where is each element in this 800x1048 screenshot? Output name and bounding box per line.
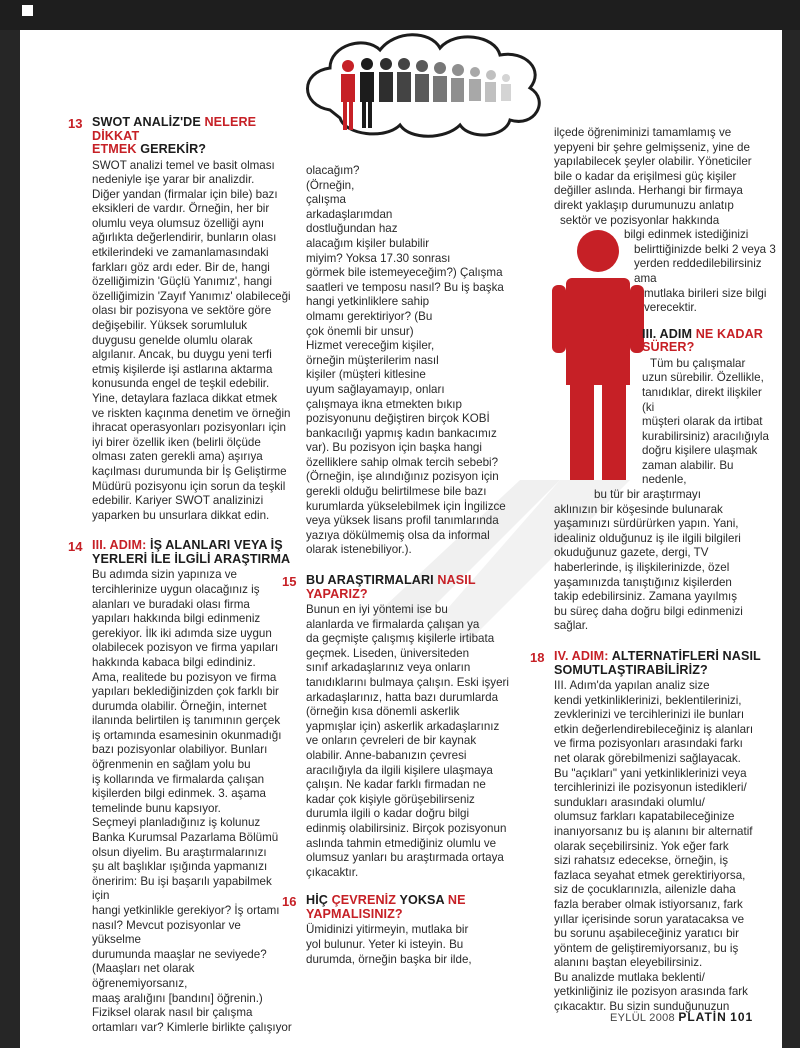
text-line: görmek bile istemeyeceğim?) Çalışma (306, 266, 503, 280)
text-line: sundukları arasındaki olumlu/ (554, 795, 705, 809)
text-line: yol bulunur. Yeter ki isteyin. Bu (306, 937, 464, 951)
section-13-body (92, 159, 292, 524)
text-line: Müdürü pozisyonu için sorun da teşkil (92, 479, 286, 493)
text-line: kaçılması durumunda bir İş Geliştirme (92, 464, 287, 478)
page-number: 101 (730, 1010, 754, 1024)
text-line: olabilir. Anne-babanızın çevresi (306, 748, 467, 762)
text-line: kişilerden bilgi edinmek. 3. aşama (92, 787, 266, 801)
text-line: Ümidinizi yitirmeyin, mutlaka bir (306, 923, 469, 937)
text-line: etkin değerlendirebileceğiniz iş alanları (554, 722, 754, 736)
text-line: bu süreç daha doğru bilgi edinmenizi (554, 604, 743, 618)
text-line: yaşamınızı sürdürürken yapın. Yani, (554, 517, 739, 531)
text-line: iş kollarında ve firmalarda çalışan (92, 772, 265, 786)
text-line: öneririm: Bu işi başarılı yapabilmek için (92, 874, 272, 903)
text-line: Diğer yandan (firmalar için bile) bazı (92, 187, 278, 201)
text-line: öğrenmenin en sağlam yolu bu (92, 758, 251, 772)
text-line: alacağım kişiler bulabilir (306, 236, 430, 250)
text-line: eksikleri de vardır. Örneğin, her bir (92, 202, 270, 216)
text-line: kişiler (müşteri kitlesine (306, 368, 426, 382)
text-line: siz de çocuklarınızla, ailenizle daha (554, 883, 736, 897)
text-line: mutlaka birileri size bilgi (644, 286, 767, 300)
section-16-body (306, 923, 528, 967)
page-footer (610, 1010, 753, 1024)
text-line: tanıdıklar, direkt ilişkiler (ki (642, 385, 762, 414)
section-15-heading: 15 BU ARAŞTIRMALARI NASIL YAPARIZ? (282, 573, 476, 601)
text-line: kurumlarda yükselebilmek için İngilizce (306, 499, 506, 513)
section-14-heading: 14 III. ADIM: İŞ ALANLARI VEYA İŞ YERLERİ İLE İLGİLİ ARAŞTIRMA (68, 538, 291, 566)
thought-cloud-illustration (308, 35, 540, 137)
column-2 (282, 164, 528, 967)
section-16-heading: 16 HİÇ ÇEVRENİZ YOKSA NE YAPMALISINIZ? (282, 893, 466, 921)
section-18-body (554, 679, 776, 1015)
text-line: Hizmet vereceğim kişiler, (306, 339, 435, 353)
text-line: olarak seçebilirsiniz. Yok eğer fark (554, 839, 729, 853)
text-line: aklınızın bir köşesinde bulunarak (554, 502, 723, 516)
section-14-body (92, 568, 292, 1035)
text-line: temelinde bunu kapsıyor. (92, 801, 221, 815)
text-line: Bu analizde mutlaka beklenti/ (554, 970, 705, 984)
text-line: zaman alabilir. Bu nedenle, (642, 458, 734, 487)
text-line: inanıyorsanız bu iş alanını bir alternatif (554, 824, 753, 838)
text-line: arkadaşlarınız, hatta bazı durumlarda (306, 690, 499, 704)
text-line: yetkinliğiniz ile pozisyon arasında fark (554, 985, 748, 999)
text-line: olumsuz yanları bu araştırmada ortaya (306, 851, 504, 865)
text-line: da geçmişte çalışmış kişilerle irtibata (306, 632, 495, 646)
text-line: arkadaşlarımdan (306, 207, 393, 221)
text-line: yaşamınızda tanıştığınız kişilerden (554, 575, 732, 589)
text-line: yazıya dökülmemiş olsa da informal (306, 528, 490, 542)
text-line: olası bir pozisyona ve sektöre göre (92, 304, 272, 318)
text-line: III. Adım'da yapılan analiz size (554, 679, 710, 692)
text-line: Yine, detaylara fazlaca dikkat etmek (92, 392, 278, 405)
text-line: Fiziksel olarak nasıl bir çalışma (92, 1006, 253, 1020)
text-line: (Örneğin, işe alındığınız pozisyon için (306, 470, 499, 484)
text-line: olsun diyelim. Bu araştırmalarınızı (92, 845, 267, 859)
text-line: olumsuz farkları kapatabileceğinize (554, 810, 735, 824)
text-line: hangi yetkinliklere sahip (306, 295, 430, 309)
text-line: olabilecek pozisyon ve firma yapıları (92, 641, 279, 655)
text-line: idealiniz olduğunuz iş ile ilgili bilgileri (554, 531, 741, 545)
text-line: müşteri olarak da irtibat (642, 415, 763, 429)
text-line: Seçmeyi planladığınız iş kolunuz (92, 816, 261, 830)
text-line: belirttiğinizde belki 2 veya 3 (634, 242, 776, 256)
text-line: bazı pozisyonlar olabiliyor. Bunları (92, 743, 268, 757)
text-line: şu alt başlıklar ışığında yapmanızı (92, 860, 268, 874)
text-line: olarak istenebiliyor.). (306, 543, 412, 557)
section-number: 16 (282, 894, 297, 910)
text-line: edebilir. Kariyer SWOT analizinizi (92, 494, 264, 508)
text-line: Ama, realitede bu pozisyon ve firma (92, 670, 277, 684)
text-line: gerekli olduğu belirtilmese bile bazı (306, 485, 487, 499)
text-line: tanıdıklarını bulmaya çalışın. Eski işyeri (306, 676, 509, 689)
text-line: bile o kadar da erişilmesi güç kişiler (554, 169, 737, 183)
text-line: farkları göz ardı eder. Bir de, hangi (92, 260, 270, 274)
section-number: 15 (282, 574, 297, 590)
text-line: okuduğunuz gazete, dergi, TV (554, 546, 709, 560)
text-line: Bu adımda sizin yapınıza ve (92, 568, 238, 582)
text-line: Bunun en iyi yöntemi ise bu (306, 603, 448, 617)
text-line: olması zaten gerekli ama) aşırıya (92, 450, 263, 464)
text-line: duygusu genelde olumlu olarak (92, 333, 253, 347)
text-line: net olarak görebilmenizi sağlayacak. (554, 751, 741, 765)
text-line: aracılığıyla da ilgili kişilere ulaşmaya (306, 763, 493, 777)
text-line: değişebilir. Yüksek sorumluluk (92, 319, 248, 333)
text-line: veya yüksek lisans profil tanımlarında (306, 514, 499, 528)
text-line: alanlarda ve firmalarda çalışan ya (306, 617, 480, 631)
text-line: geçmek. Liseden, üniversiteden (306, 646, 470, 660)
text-line: olmamı gerektiriyor? (Bu (306, 309, 433, 323)
text-line: nasıl? Mevcut pozisyonlar ve yükselme (92, 918, 241, 947)
text-line: alanları ve buradaki olası firma (92, 597, 250, 611)
section-number: 18 (530, 650, 545, 665)
text-line: doğru kişilere ulaşmak (642, 444, 758, 458)
text-line: gerekiyor. İlk iki adımda size uygun (92, 626, 272, 640)
text-line: bankacılığı yapmış kadın bankacımız (306, 426, 497, 440)
text-line: yöntem de geliştiremiyorsanız, bu iş (554, 941, 739, 955)
text-line: hakkında kabaca bilgi edindiniz. (92, 655, 256, 669)
text-line: bu tür bir araştırmayı (594, 488, 701, 502)
text-line: sizi rahatsız edecekse, örneğin, iş (554, 854, 728, 868)
section-18-heading: 18 IV. ADIM: ALTERNATİFLERİ NASIL SOMUTLAŞTIRABİLİRİZ? (530, 649, 761, 677)
text-line: ve riskten kaçınma denetim ve örneğin (92, 406, 291, 420)
section-15-body (306, 603, 528, 880)
text-line: özelliklere sahip olmak tercih sebebi? (306, 455, 499, 469)
text-line: ortamları var? Kimlerle birlikte çalışıyor (92, 1020, 292, 1034)
text-line: ihracat operasyonları pozisyonları için (92, 421, 286, 435)
text-line: durumunda maaşlar ne seviyede? (92, 947, 267, 961)
text-line: yaparken bu unsurlara dikkat edin. (92, 508, 270, 522)
text-line: uyum sağlayamayıp, onları (306, 382, 445, 396)
text-line: yerden reddedilebilirsiniz ama (634, 257, 762, 285)
text-line: hangi yetkinlikle gerekiyor? İş ortamı (92, 904, 280, 917)
text-line: çıkacaktır. Bu sizin sunduğunuzun (554, 1000, 730, 1014)
text-line: olumlu veya olumsuz özelliği aynı (92, 216, 265, 230)
text-line: zevklerinizi ve tercihlerinizi ile bunları (554, 708, 745, 722)
text-line: çıkacaktır. (306, 865, 359, 879)
text-line: bu sorunu aşabileceğiniz yaratıcı bir (554, 927, 739, 941)
text-line: durumda, örneğin başka bir ilde, (306, 952, 472, 966)
text-line: ilanında belirtilen iş tanımının gerçek (92, 714, 281, 728)
text-line: kadar çok kişiyle görüşebilirseniz (306, 792, 475, 806)
text-line: yıllar içerisinde sorun yaratacaksa ve (554, 912, 745, 926)
text-line: Tüm bu çalışmalar (650, 356, 746, 370)
text-line: çok önemli bir unsur) (306, 324, 414, 338)
text-line: edinmiş olabilirsiniz. Birçok pozisyonun (306, 821, 507, 835)
text-line: etkilerindeki ve zamanlamasındaki (92, 246, 269, 260)
text-line: kurabilirsiniz) aracılığıyla (642, 429, 769, 443)
column-3-top-body (554, 126, 776, 316)
text-line: örneğin müşterilerim nasıl (306, 353, 439, 367)
text-line: ve onların çevreleri de bir kaynak (306, 734, 477, 748)
text-line: miyim? Yoksa 17.30 sonrası (306, 251, 451, 265)
text-line: pozisyonunu değiştiren birçok KOBİ (306, 412, 490, 426)
text-line: durumda olabilir. Örneğin, internet (92, 699, 267, 713)
text-line: iyi birer özellik iken (belirli ölçüde (92, 435, 261, 449)
issue-date: EYLÜL 2008 (610, 1012, 675, 1024)
text-line: (Maaşları net olarak öğrenemiyorsanız, (92, 962, 195, 990)
text-line: nedeniyle işe yarar bir analizdir. (92, 173, 255, 187)
text-line: SWOT analizi temel ve basit olması (92, 158, 275, 172)
section-number: 14 (68, 539, 83, 555)
text-line: etmiş kişilerde işi astlarına aktarma (92, 362, 273, 376)
section-number: 13 (68, 116, 83, 131)
text-line: çalışmaya ikna etmekten bıkıp (306, 397, 462, 411)
text-line: sınıf arkadaşlarınız veya onların (306, 661, 471, 675)
text-line: tercihlerinizi ile pozisyonun istedikleri/ (554, 781, 747, 795)
text-line: var). Bu pozisyon için başka hangi (306, 441, 482, 455)
text-line: konusunda engel de teşkil edebilir. (92, 377, 270, 391)
text-line: ve firma pozisyonları arasındaki farkı (554, 737, 743, 751)
text-line: tercihlerinize uygun olacağınız iş (92, 582, 260, 596)
text-line: yapmışlar için) askerlik arkadaşlarınız (306, 719, 500, 733)
text-line: fazlaca seyahat etmek gerektiriyorsa, (554, 868, 746, 882)
text-line: Bu "açıkları" yani yetkinliklerinizi veya (554, 766, 747, 780)
text-line: maaş aralığını [bandını] öğrenin.) (92, 991, 263, 1005)
text-line: çalışma (306, 193, 346, 207)
text-line: kendi yetkinliklerinizi, beklentilerinizi, (554, 693, 742, 707)
section-17-heading: 17 III. ADIM NE KADAR SÜRER? (616, 326, 763, 355)
text-line: özelliğimizin 'Güçlü Yanımız', hangi (92, 275, 272, 289)
section-number: 17 (616, 327, 631, 343)
text-line: verecektir. (644, 301, 697, 315)
text-line: alanını baştan eleyebilirsiniz. (554, 956, 703, 970)
text-line: fazla beraber olmak istiyorsanız, fark (554, 897, 743, 911)
text-line: (örneğin kısa dönemli askerlik (306, 705, 460, 719)
column-3 (530, 126, 776, 1015)
text-line: saatleri ve temposu nasıl? Bu iş başka (306, 280, 504, 294)
text-line: ilçede öğreniminizi tamamlamış ve (554, 126, 732, 139)
text-line: haberlerinde, iş ilişkilerinizde, özel (554, 561, 730, 575)
text-line: dostluğundan haz (306, 222, 398, 236)
text-line: Banka Kurumsal Pazarlama Bölümü (92, 831, 279, 845)
text-line: yapıları beklediğinizden çok farklı bir (92, 685, 279, 699)
text-line: durumla ilgili o kadar doğru bilgi (306, 807, 470, 821)
text-line: yapılabilecek şeyler olabilir. Yöneticiler (554, 155, 752, 169)
section-17-body (554, 357, 776, 634)
text-line: aslında tahmin etmediğiniz olumlu ve (306, 836, 497, 850)
text-line: takip edebilirsiniz. Zamana yayılmış (554, 590, 737, 604)
text-line: iş ortamında esamesinin okunmadığı (92, 728, 282, 742)
magazine-brand: PLATİN (678, 1010, 727, 1024)
text-line: bilgi edinmek istediğinizi (624, 228, 749, 242)
text-line: özelliğimizin 'Zayıf Yanımız' olabileceği (92, 289, 291, 303)
column-2-top-body (306, 164, 528, 558)
column-1 (68, 112, 292, 1035)
text-line: sağlar. (554, 619, 589, 633)
text-line: direkt yaklaşıp durumunuzu anlatıp (554, 198, 734, 212)
text-line: sektör ve pozisyonlar hakkında (560, 213, 720, 227)
text-line: yapıları hakkında bilgi edinmeniz (92, 612, 261, 626)
text-line: algılanır. Ancak, bu duygu yeni terfi (92, 348, 272, 362)
text-line: (Örneğin, (306, 178, 355, 192)
text-line: olacağım? (306, 164, 360, 177)
section-13-heading: 13 SWOT ANALİZ'DE NELERE DİKKAT ETMEK GEREKİR? (68, 115, 257, 156)
text-line: yepyeni bir şehre gelmişseniz, yine de (554, 140, 750, 154)
text-line: ağırlıkta değerlendirir, bunların olası (92, 231, 277, 245)
text-line: çalışın. Ne kadar farklı firmadan ne (306, 778, 486, 792)
text-line: uzun sürebilir. Özellikle, (642, 371, 764, 385)
text-line: değiller aslında. Herhangi bir firmaya (554, 184, 743, 198)
